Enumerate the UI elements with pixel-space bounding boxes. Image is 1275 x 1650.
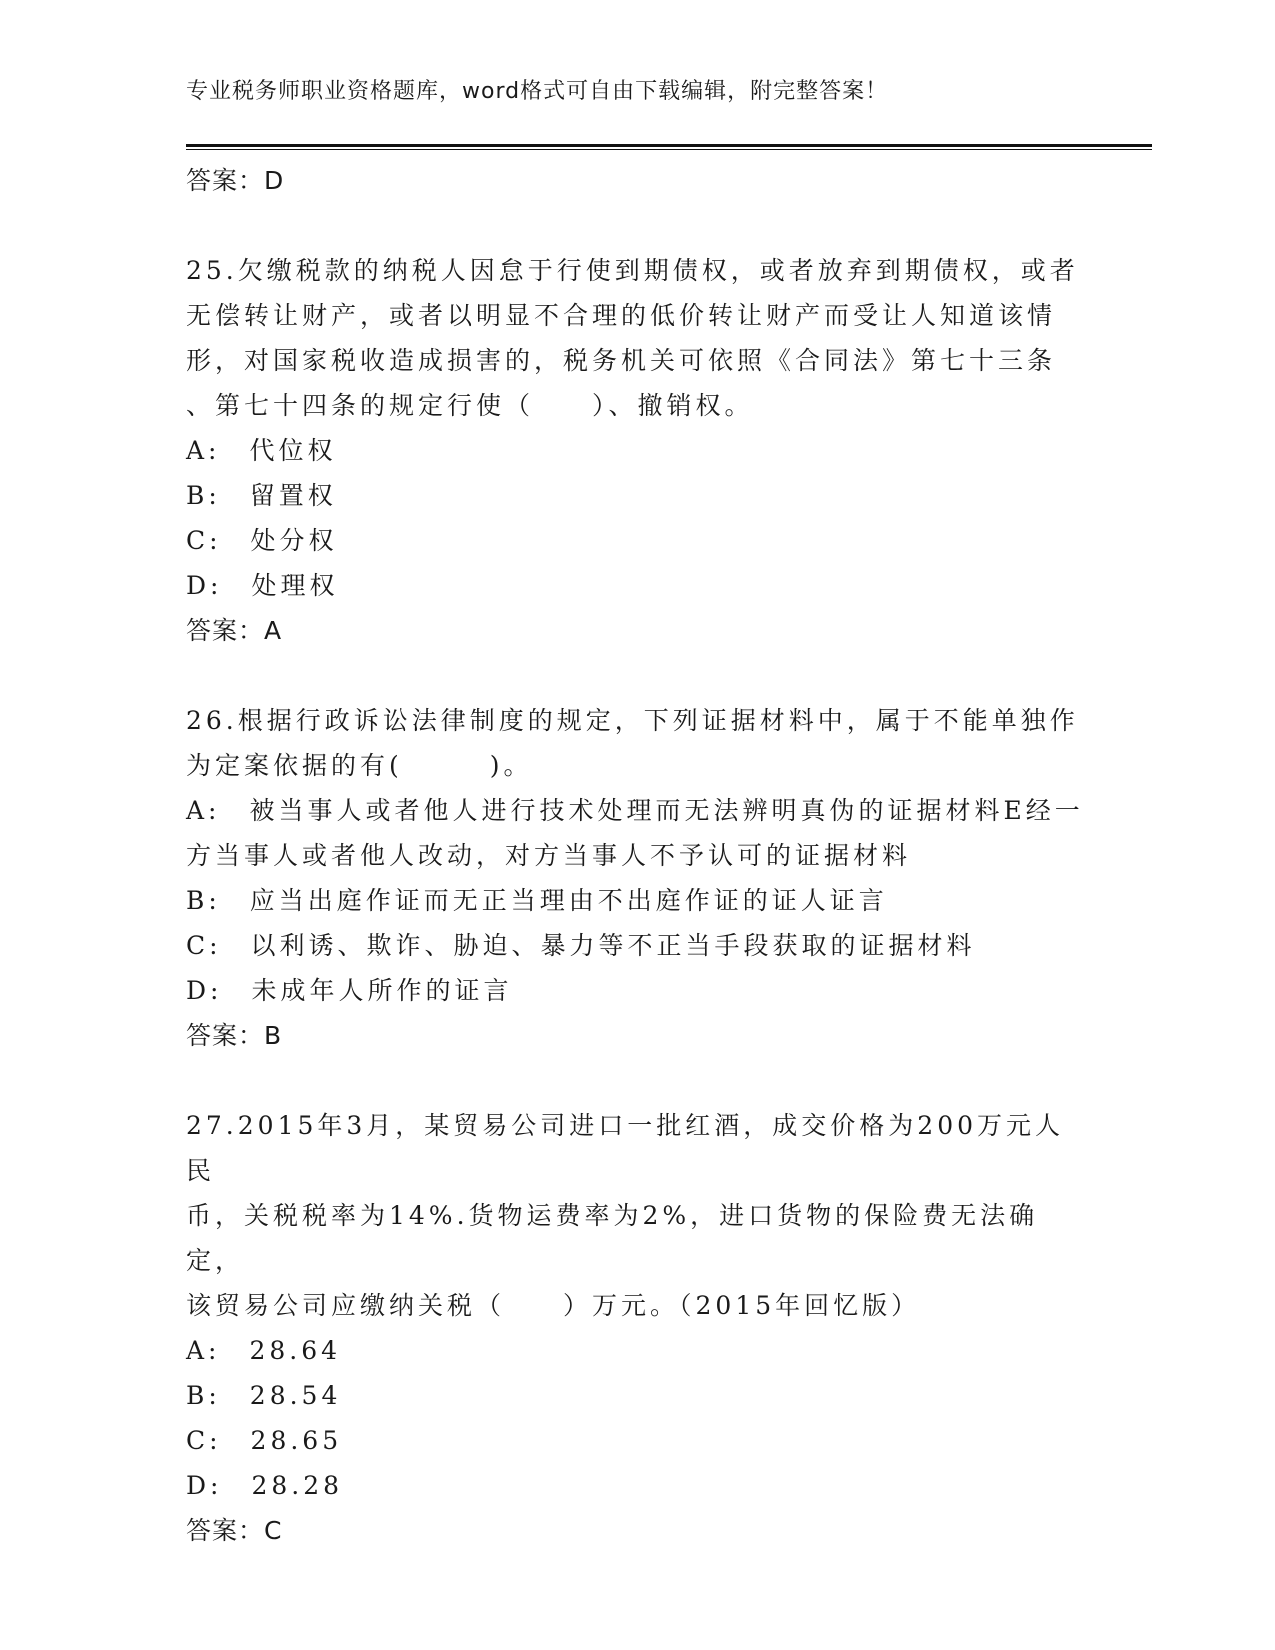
question-25 [186, 248, 1086, 654]
answer: 答案：C [186, 1516, 283, 1545]
option-c: C: 28.65 [186, 1426, 343, 1455]
question-stem-line: 、第七十四条的规定行使（ ）、撤销权。 [186, 391, 754, 420]
option-c: C: 处分权 [186, 526, 338, 555]
option-c: C: 以利诱、欺诈、胁迫、暴力等不正当手段获取的证据材料 [186, 931, 976, 960]
question-stem-line: 币，关税税率为14%.货物运费率为2%，进口货物的保险费无法确定， [186, 1201, 1039, 1275]
previous-answer: 答案：D [186, 166, 285, 195]
question-27 [186, 1103, 1086, 1554]
option-b: B: 应当出庭作证而无正当理由不出庭作证的证人证言 [186, 886, 888, 915]
option-b: B: 28.54 [186, 1381, 342, 1410]
answer: 答案：A [186, 616, 283, 645]
option-d: D: 未成年人所作的证言 [186, 976, 513, 1005]
option-a: A: 被当事人或者他人进行技术处理而无法辨明真伪的证据材料E经一 [186, 796, 1084, 825]
question-stem-line: 无偿转让财产，或者以明显不合理的低价转让财产而受让人知道该情 [186, 301, 1057, 330]
header-rule-thick [186, 144, 1152, 147]
spacer [186, 654, 1086, 698]
question-stem-line: 形，对国家税收造成损害的，税务机关可依照《合同法》第七十三条 [186, 346, 1057, 375]
option-a: A: 28.64 [186, 1336, 342, 1365]
option-d: D: 处理权 [186, 571, 339, 600]
answer: 答案：B [186, 1021, 283, 1050]
header-rule-thin [186, 149, 1152, 150]
question-26 [186, 698, 1086, 1059]
option-b: B: 留置权 [186, 481, 337, 510]
page-header: 专业税务师职业资格题库，word格式可自由下载编辑，附完整答案！ [186, 79, 889, 104]
question-stem-line: 25.欠缴税款的纳税人因怠于行使到期债权，或者放弃到期债权，或者 [186, 256, 1079, 285]
document-body [186, 158, 1086, 1554]
question-stem-line: 该贸易公司应缴纳关税（ ）万元。（2015年回忆版） [186, 1291, 921, 1320]
spacer [186, 1059, 1086, 1103]
option-a: A: 代位权 [186, 436, 337, 465]
option-a-continued: 方当事人或者他人改动，对方当事人不予认可的证据材料 [186, 841, 912, 870]
spacer [186, 204, 1086, 248]
option-d: D: 28.28 [186, 1471, 344, 1500]
question-stem-line: 26.根据行政诉讼法律制度的规定，下列证据材料中，属于不能单独作 [186, 706, 1079, 735]
question-stem-line: 为定案依据的有( )。 [186, 751, 533, 780]
question-stem-line: 27.2015年3月，某贸易公司进口一批红酒，成交价格为200万元人民 [186, 1111, 1065, 1185]
